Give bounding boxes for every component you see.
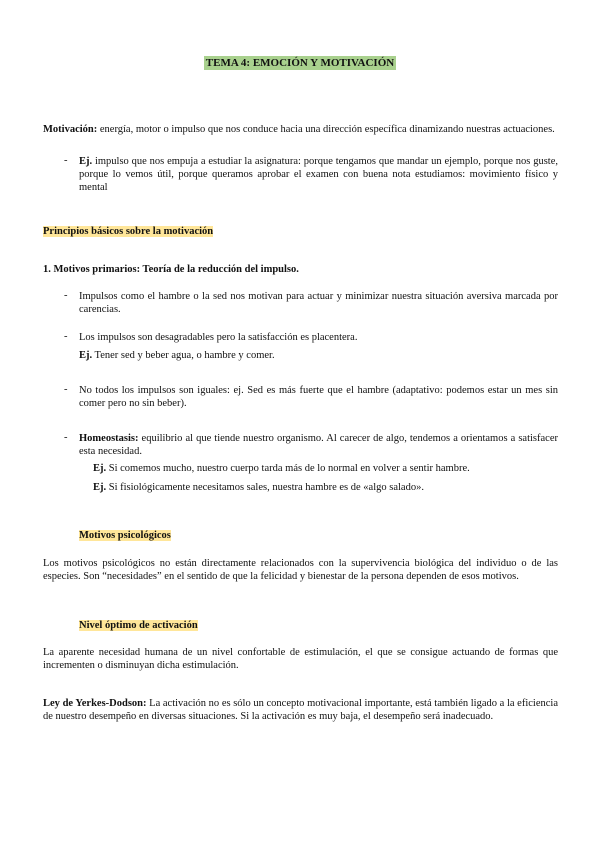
- motivos-primarios-heading: [43, 263, 558, 276]
- nivel-optimo-text: La aparente necesidad humana de un nivel confortable de estimulación, el que se consigue actuando de formas que incrementen o disminuyan dicha estimulación.: [43, 647, 558, 671]
- bullet-marker: -: [64, 331, 68, 342]
- homeostasis-example-2: [93, 481, 558, 494]
- homeostasis-example-1: [93, 462, 558, 475]
- bullet-marker: -: [64, 290, 68, 301]
- page-title: TEMA 4: EMOCIÓN Y MOTIVACIÓN: [205, 57, 395, 69]
- principios-heading-block: [43, 225, 558, 238]
- bullet-marker: -: [64, 432, 68, 443]
- yerkes-term: Ley de Yerkes-Dodson:: [43, 698, 147, 709]
- bullet-no-iguales: No todos los impulsos son iguales: ej. Sed es más fuerte que el hambre (adaptativo: podemos estar un mes sin comer pero no sin beber).: [79, 385, 558, 409]
- motivacion-example: [79, 155, 558, 194]
- yerkes-dodson-paragraph: [43, 697, 558, 723]
- example-text: Si comemos mucho, nuestro cuerpo tarda más de lo normal en volver a sentir hambre.: [106, 463, 470, 474]
- homeostasis-text: equilibrio al que tiende nuestro organismo. Al carecer de algo, tendemos a orientamos a satisfacer esta necesidad.: [79, 433, 558, 457]
- example-text: Tener sed y beber agua, o hambre y comer.: [92, 350, 275, 361]
- homeostasis-term: Homeostasis:: [79, 433, 139, 444]
- page-title-block: [0, 57, 600, 69]
- motivos-psicologicos-heading: Motivos psicológicos: [79, 530, 171, 541]
- example-label: Ej.: [79, 350, 93, 361]
- motivacion-term: Motivación:: [43, 124, 98, 135]
- principios-heading: Principios básicos sobre la motivación: [43, 226, 214, 237]
- nivel-optimo-heading: Nivel óptimo de activación: [79, 620, 198, 631]
- bullet-marker: -: [64, 155, 68, 166]
- example-label: Ej.: [79, 156, 93, 167]
- motivos-psicologicos-text: Los motivos psicológicos no están directamente relacionados con la supervivencia biológica del individuo o de las especies. Son “necesidades” en el sentido de que la felicidad y bienestar de la persona dependen de esos motivos.: [43, 558, 558, 582]
- bullet-impulsos: Impulsos como el hambre o la sed nos motivan para actuar y minimizar nuestra situación aversiva marcada por carencias.: [79, 291, 558, 315]
- bullet-marker: -: [64, 384, 68, 395]
- motivos-primarios-title: 1. Motivos primarios: Teoría de la reducción del impulso.: [43, 264, 299, 275]
- motivacion-text: energía, motor o impulso que nos conduce hacia una dirección específica dinamizando nuestras actuaciones.: [97, 124, 555, 135]
- example-label: Ej.: [93, 463, 107, 474]
- bullet-homeostasis: [79, 432, 558, 458]
- motivacion-definition: [43, 123, 558, 136]
- bullet-desagradables: Los impulsos son desagradables pero la satisfacción es placentera.: [79, 332, 358, 343]
- yerkes-text: La activación no es sólo un concepto motivacional importante, está también ligado a la eficiencia de nuestro desempeño en diversas situaciones. Si la activación es muy baja, el desempeño será inadecuado.: [43, 698, 558, 722]
- example-label: Ej.: [93, 482, 107, 493]
- example-text: Si fisiológicamente necesitamos sales, nuestra hambre es de «algo salado».: [106, 482, 424, 493]
- example-text: impulso que nos empuja a estudiar la asignatura: porque tengamos que mandar un ejemplo, porque nos guste, porque lo vemos útil, porque queramos aprobar el examen con buena nota estudiamos: movimiento físico y mental: [79, 156, 558, 193]
- nivel-optimo-heading-block: [79, 620, 198, 631]
- motivos-psicologicos-heading-block: [79, 530, 171, 541]
- bullet-desagradables-example: [79, 349, 558, 362]
